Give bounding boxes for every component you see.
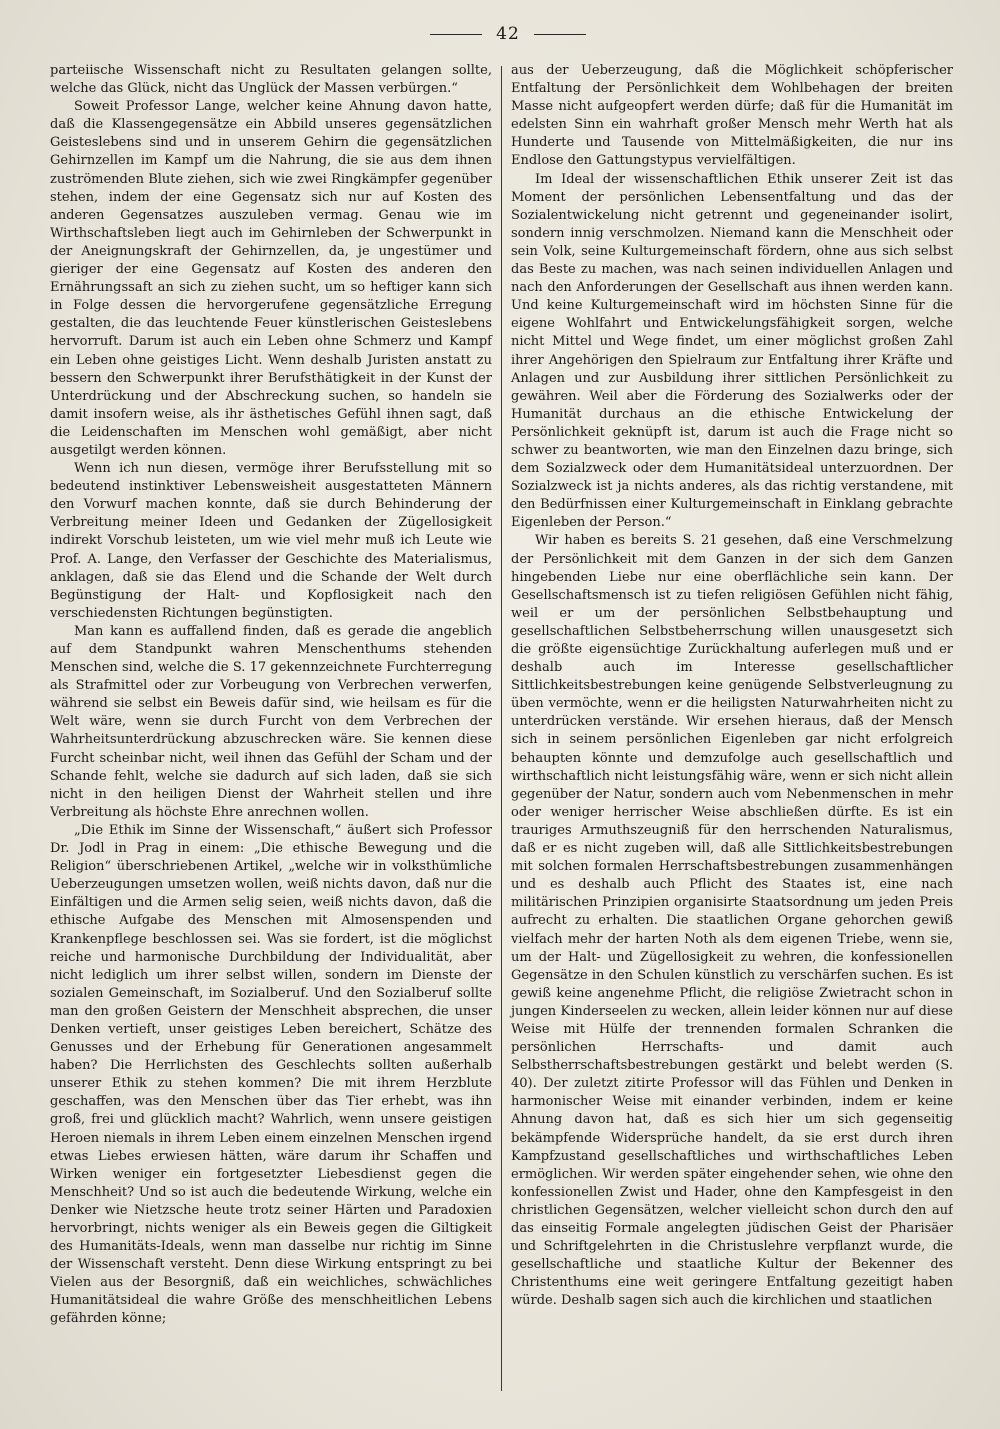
- header-rule-left: [430, 34, 482, 35]
- left-paragraph-2: Soweit Professor Lange, welcher keine Ahnung davon hatte, daß die Klassengegensätze ein Abbild unseres gegensätzlichen Geisteslebens sind und in unserem Gehirn die gegensätzlichen Gehirnzellen im Kampf um die Nahrung, die sie aus dem ihnen zuströmenden Blute ziehen, sich wie zwei Ringkämpfer gegenüber stehen, indem der eine Gegensatz sich nur auf Kosten des anderen Gegensatzes auszuleben vermag. Genau wie im Wirthschaftsleben liegt auch im Gehirnleben der Schwerpunkt in der Aneignungskraft der Gehirnzellen, da, je ungestümer und gieriger der eine Gegensatz auf Kosten des anderen den Ernährungssaft an sich zu ziehen sucht, um so heftiger kann sich in Folge dessen die hervorgerufene gegensätzliche Erregung gestalten, die das leuchtende Feuer künstlerischen Geisteslebens hervorruft. Darum ist auch ein Leben ohne Schmerz und Kampf ein Leben ohne geistiges Licht. Wenn deshalb Juristen anstatt zu bessern den Schwerpunkt ihrer Berufsthätigkeit in der Kunst der Unterdrückung und der Abschreckung suchen, so handeln sie damit insofern weise, als ihr ästhetisches Gefühl ihnen sagt, daß die Leidenschaften im Menschen wohl gemäßigt, aber nicht ausgetilgt werden können.: [50, 99, 492, 458]
- right-column: [502, 62, 953, 1402]
- page-header: [50, 16, 966, 52]
- right-paragraph-1: aus der Ueberzeugung, daß die Möglichkeit schöpferischer Entfaltung der Persönlichkeit dem Wohlbehagen der breiten Masse nicht aufgeopfert werden dürfe; daß für die Humanität im edelsten Sinn ein wahrhaft großer Mensch mehr Werth hat als Hunderte und Tausende von Mittelmäßigkeiten, die nur ins Endlose den Gattungstypus vervielfältigen.: [511, 63, 953, 169]
- left-column: [50, 62, 501, 1402]
- text-columns: [50, 62, 966, 1402]
- left-paragraph-1: parteiische Wissenschaft nicht zu Resultaten gelangen sollte, welche das Glück, nicht das Unglück der Massen verbürgen.“: [50, 63, 492, 97]
- left-paragraph-4: Man kann es auffallend finden, daß es gerade die angeblich auf dem Standpunkt wahren Menschenthums stehenden Menschen sind, welche die S. 17 gekennzeichnete Furchterregung als Strafmittel oder zur Vorbeugung von Verbrechen verwerfen, während sie selbst ein Beweis dafür sind, wie heilsam es für die Welt wäre, wenn sie durch Furcht von dem Verbrechen der Wahrheitsunterdrückung abzuschrecken wäre. Sie kennen diese Furcht scheinbar nicht, weil ihnen das Gefühl der Scham und der Schande fehlt, welche sie dadurch auf sich laden, daß sie sich nicht in den heiligen Dienst der Wahrheit stellen und ihre Verbreitung als höchste Ehre anrechnen wollen.: [50, 623, 492, 820]
- left-paragraph-3: Wenn ich nun diesen, vermöge ihrer Berufsstellung mit so bedeutend instinktiver Lebensweisheit ausgestatteten Männern den Vorwurf machen konnte, daß sie durch Behinderung der Verbreitung meiner Ideen und Gedanken der Zügellosigkeit indirekt Vorschub leisteten, um wie viel mehr muß ich Leute wie Prof. A. Lange, den Verfasser der Geschichte des Materialismus, anklagen, daß sie das Elend und die Schande der Welt durch Begünstigung der Halt- und Kopflosigkeit nach den verschiedensten Richtungen begünstigten.: [50, 461, 492, 621]
- left-paragraph-5: „Die Ethik im Sinne der Wissenschaft,“ äußert sich Professor Dr. Jodl in Prag in einem: „Die ethische Bewegung und die Religion“ überschriebenen Artikel, „welche wir in volksthümliche Ueberzeugungen umsetzen wollen, weiß nichts davon, daß nur die Einfältigen und die Armen selig seien, weiß nichts davon, daß die ethische Aufgabe des Menschen mit Almosenspenden und Krankenpflege beschlossen sei. Was sie fordert, ist die möglichst reiche und harmonische Durchbildung der Individualität, aber nicht lediglich um ihrer selbst willen, sondern im Dienste der sozialen Gemeinschaft, im Sozialberuf. Und den Sozialberuf sollte man den großen Geistern der Menschheit absprechen, die unser Denken vertieft, unser geistiges Leben bereichert, Schätze des Genusses und der Erhebung für Generationen angesammelt haben? Die Herrlichsten des Geschlechts sollten außerhalb unserer Ethik zu stehen kommen? Die mit ihrem Herzblute geschaffen, was den Menschen über das Tier erhebt, was ihn groß, frei und glücklich macht? Wahrlich, wenn unsere geistigen Heroen niemals in ihrem Leben einem einzelnen Menschen irgend etwas Liebes erwiesen hätten, wäre darum ihr Schaffen und Wirken weniger ein fortgesetzter Liebesdienst gegen die Menschheit? Und so ist auch die bedeutende Wirkung, welche ein Denker wie Nietzsche heute trotz seiner Härten und Paradoxien hervorbringt, nichts weniger als ein Beweis gegen die Giltigkeit des Humanitäts-Ideals, wenn man dasselbe nur richtig im Sinne der Wissenschaft versteht. Denn diese Wirkung entspringt zu bei Vielen aus der Besorgniß, daß ein weichliches, schwächliches Humanitätsideal die wahre Größe des menschheitlichen Lebens gefährden könne;: [50, 822, 492, 1327]
- right-paragraph-3: Wir haben es bereits S. 21 gesehen, daß eine Verschmelzung der Persönlichkeit mit dem Ganzen in der sich dem Ganzen hingebenden Liebe nur eine oberflächliche sein kann. Der Gesellschaftsmensch ist zu tiefen religiösen Gefühlen nicht fähig, weil er um der persönlichen Selbstbehauptung und gesellschaftlichen Selbstbeherrschung willen unausgesetzt sich die größte eigensüchtige Zurückhaltung auferlegen muß und er deshalb auch im Interesse gesellschaftlicher Sittlichkeitsbestrebungen keine genügende Selbstverleugnung zu üben vermöchte, wenn er die heiligsten Naturwahrheiten nicht zu unterdrücken verstände. Wir ersehen hieraus, daß der Mensch sich in seinem persönlichen Eigenleben gar nicht erfolgreich behaupten könnte und demzufolge auch gesellschaftlich und wirthschaftlich nicht leistungsfähig wäre, wenn er sich nicht allein gegenüber der Natur, sondern auch vom Nebenmenschen in mehr oder weniger herrischer Weise abschließen dürfte. Es ist ein trauriges Armuthszeugniß für den herrschenden Naturalismus, daß er es nicht zugeben will, daß alle Sittlichkeitsbestrebungen mit solchen formalen Herrschaftsbestrebungen zusammenhängen und es deshalb auch Pflicht des Staates ist, eine nach militärischen Prinzipien organisirte Staatsordnung um jeden Preis aufrecht zu erhalten. Die staatlichen Organe gehorchen gewiß vielfach mehr der harten Noth als dem eigenen Triebe, wenn sie, um der Halt- und Zügellosigkeit zu wehren, die konfessionellen Gegensätze in den Schulen künstlich zu verschärfen suchen. Es ist gewiß keine angenehme Pflicht, die religiöse Zwietracht schon in jungen Kinderseelen zu wecken, allein leider können nur auf diese Weise mit Hülfe der trennenden formalen Schranken die persönlichen Herrschafts- und damit auch Selbstherrschaftsbestrebungen gestärkt und belebt werden (S. 40). Der zuletzt zitirte Professor will das Fühlen und Denken in harmonischer Weise mit einander verbinden, indem er keine Ahnung davon hat, daß es sich hier um sich gegenseitig bekämpfende Widersprüche handelt, da sie erst durch ihren Kampfzustand gesellschaftliches und wirthschaftliches Leben ermöglichen. Wir werden später eingehender sehen, wie ohne den konfessionellen Zwist und Hader, ohne den Kampfesgeist in den christlichen Gegensätzen, welcher vielleicht schon durch den auf das einseitig Formale angelegten jüdischen Geist der Pharisäer und Schriftgelehrten in die Christuslehre verpflanzt wurde, die gesellschaftliche und staatliche Kultur der Bekenner des Christenthums eine weit geringere Entfaltung gezeitigt haben würde. Deshalb sagen sich auch die kirchlichen und staatlichen: [511, 533, 953, 1309]
- header-rule-right: [534, 34, 586, 35]
- page-number: 42: [496, 24, 520, 44]
- right-paragraph-2: Im Ideal der wissenschaftlichen Ethik unserer Zeit ist das Moment der persönlichen Lebensentfaltung und das der Sozialentwickelung nicht getrennt und gegeneinander isolirt, sondern innig verschmolzen. Niemand kann die Menschheit oder sein Volk, seine Kulturgemeinschaft fördern, ohne aus sich selbst das Beste zu machen, was nach seinen individuellen Anlagen und nach den Anforderungen der Gesellschaft aus ihnen werden kann. Und keine Kulturgemeinschaft wird im höchsten Sinne für die eigene Wohlfahrt und Entwickelungsfähigkeit sorgen, welche nicht Mittel und Wege findet, um einer möglichst großen Zahl ihrer Angehörigen den Spielraum zur Entfaltung ihrer Kräfte und Anlagen und zur Ausbildung ihrer sittlichen Persönlichkeit zu gewähren. Weil aber die Förderung des Sozialwerks oder der Humanität durchaus an die ethische Entwickelung der Persönlichkeit geknüpft ist, darum ist auch die Frage nicht so schwer zu beantworten, wie man den Einzelnen dazu bringe, sich dem Sozialzweck oder dem Humanitätsideal unterzuordnen. Der Sozialzweck ist ja nichts anderes, als das richtig verstandene, mit den Bedürfnissen einer Kulturgemeinschaft in Einklang gebrachte Eigenleben der Person.“: [511, 171, 953, 531]
